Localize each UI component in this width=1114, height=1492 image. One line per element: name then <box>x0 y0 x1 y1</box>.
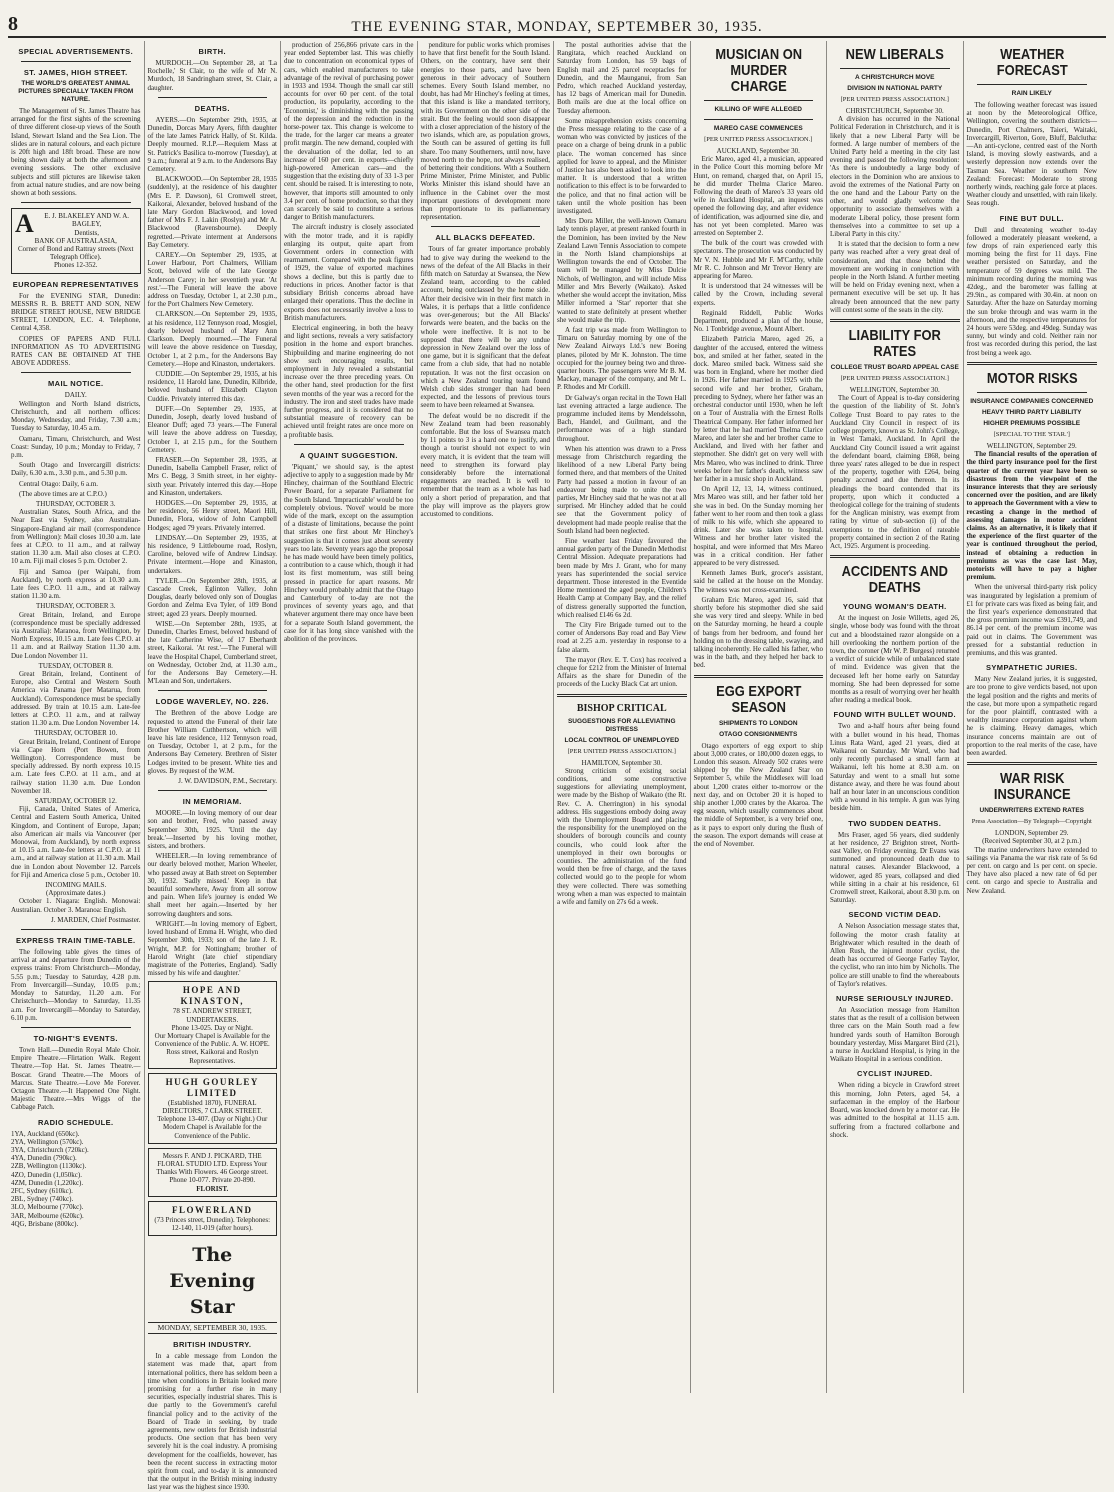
liberals-headline: NEW LIBERALS <box>845 46 944 63</box>
radio-heading: RADIO SCHEDULE. <box>37 1117 114 1127</box>
radio-item: 4YA, Dunedin (790kc). <box>11 1154 77 1163</box>
special-ads-heading: SPECIAL ADVERTISEMENTS. <box>18 47 134 56</box>
radio-item: 4ZO, Dunedin (1,050kc). <box>11 1170 82 1179</box>
radio-item: 2BL, Sydney (740kc). <box>11 1195 74 1204</box>
masthead <box>8 6 1106 38</box>
theatre-title: THE WORLD'S GREATEST ANIMAL PICTURES SPECIALLY TAKEN FROM NATURE. <box>18 80 134 103</box>
radio-item: 3LO, Melbourne (770kc). <box>11 1203 84 1212</box>
death-notice: FRASER.—On September 28, 1935, at Dunedin, Isabella Campbell Fraser, relict of Mrs C. Begg, 3 Smith street, in her eighty-sixth year. Privately interred this day.—Hope and Kinaston, undertakers. <box>147 455 277 497</box>
radio-item: 2YA, Wellington (570kc). <box>11 1137 84 1146</box>
radio-item: 3AR, Melbourne (620kc). <box>11 1211 84 1220</box>
death-notice: CUDDIE.—On September 29, 1935, at his residence, 11 Harold lane, Dunedin, Kilbride, beloved husband of Elizabeth Clayton Cuddie. Privately interred this day. <box>147 369 277 403</box>
death-notice: CLARKSON.—On September 29, 1935, at his residence, 112 Tennyson road, Mosgiel, dearly beloved husband of Mary Ann Clarkson. Deeply mourned.—The Funeral will leave the above residence on Tuesday, October 1, at 2 p.m., for the Andersons Bay Cemetery.—Hope and Kinaston, undertakers. <box>147 310 277 368</box>
column-1: SPECIAL ADVERTISEMENTS. ST. JAMES, HIGH STREET. THE WORLD'S GREATEST ANIMAL PICTURES SPECIALLY TAKEN FROM NATURE. The Management of St. James Theatre has arranged for the first sights of the screening of three different close-up views of the South Island, Stewart Island and the Sea Lion. The slides are in natural colours, and each picture is 20ft high and 18ft broad. These are now being shown daily at both the afternoon and evening sessions. The other exclusive subjects and still pictures are likewise taken from actual nature studies, and are now being shown at both sessions. A E. J. BLAKELEY AND W. A. BAGLEY, Dentists, BANK OF AUSTRALASIA, Corner of Bond and Rattray streets (Next Telegraph Office). Phones 12-352. EUROPEAN REPRESENTATIVES For the EVENING STAR, Dunedin: MESSRS R. B. BRETT AND SON, NEW BRIDGE STREET HOUSE, NEW BRIDGE STREET, LONDON, E.C. 4. Telephone, Central 4,358. COPIES OF PAPERS AND FULL INFORMATION AS TO ADVERTISING RATES CAN BE OBTAINED AT THE ABOVE ADDRESS. MAIL NOTICE. DAILY. Wellington and North Island districts, Christchurch, and all northern offices: Monday, Wednesday, and Friday, 7.30 a.m.; Tuesday to Saturday, 10.45 a.m. Oamaru, Timaru, Christchurch, and West Coast: Sunday, 10 p.m.; Monday to Friday, 7 p.m. South Otago and Invercargill districts: Daily, 6.30 a.m., 3.30 p.m., and 5.30 p.m. Central Otago: Daily, 6 a.m. (The above times are at C.P.O.) THURSDAY, OCTOBER 3. Australian States, South Africa, and the Near East via Sydney, also Australian-Singapore-England air mail (correspondence from Wellington): Mail closes 10.30 a.m. late fees at C.P.O. to 11 a.m., and at railway station 11.30 a.m. Mail also closes at C.P.O. 10 a.m. Fiji mail closes 5 p.m. October 2. Fiji and Samoa (per Waipahi, from Auckland), by north express at 10.30 a.m. Late fees C.P.O. 11 a.m., and at railway station 11.30 a.m. THURSDAY, OCTOBER 3. Great Britain, Ireland, and Europe (correspondence must be specially addressed via Australia): Maranoa, from Wellington, by North Express, 10.15 a.m. Late fees C.P.O. at 11 a.m. and at Railway Station 11.30 a.m. Due London November 11. TUESDAY, OCTOBER 8. Great Britain, Ireland, Continent of Europe, also Central and Western South America via Panama (per Matarua, from Auckland). Correspondence must be specially addressed. By train at 10.15 a.m. Late-fee letters at C.P.O. 11 a.m., and at railway station 11.30 a.m. Due London November 14. THURSDAY, OCTOBER 10. Great Britain, Ireland, Continent of Europe via Cape Horn (Port Bowen, from Wellington). Correspondence must be specially addressed. By north express 10.15 a.m. Late fees C.P.O. at 11 a.m., and at railway station 11.30 a.m. Due London November 18. SATURDAY, OCTOBER 12. Fiji, Canada, United States of America, Central and Eastern South America, United Kingdom, and Continent of Europe, Japan; also American air mails via Vancouver (per Monowai, from Auckland), by north express at 10.15 a.m. Late-fee letters at C.P.O. at 11 a.m., and at railway station at 11.30 a.m. Mail due in London about November 12. Parcels for Fiji and America close 5 p.m., October 10. INCOMING MAILS. (Approximate dates.) October 1. Niagara: English. Monowai: Australian. October 3. Maranoa: English. J. MARDEN, Chief Postmaster. EXPRESS TRAIN TIME-TABLE. The following table gives the times of arrival at and departure from Dunedin of the express trains: From Christchurch—Monday, 5.55 p.m.; Tuesday to Saturday, 4.28 p.m. From Invercargill—Sunday, 10.05 p.m.; Monday to Saturday, 11.20 a.m. For Christchurch—Monday to Saturday, 11.35 a.m. For Invercargill—Monday to Saturday, 6.10 p.m. TO-NIGHT'S EVENTS. Town Hall.—Dunedin Royal Male Choir. Empire Theatre.—Flirtation Walk. Regent Theatre.—Top Hat. St. James Theatre.—Boscar. Grand Theatre.—The Moors of Marcus. State Theatre.—Love Me Forever. Octagon Theatre.—It Happened One Night. Majestic Theatre.—Mrs Wiggs of the Cabbage Patch. RADIO SCHEDULE. 1YA, Auckland (650kc). 2YA, Wellington (570kc). 3YA, Christchurch (720kc). 4YA, Dunedin (790kc). 2ZB, Wellington (1130kc). 4ZO, Dunedin (1,050kc). 4ZM, Dunedin (1,220kc). 2FC, Sydney (610kc). 2BL, Sydney (740kc). 3LO, Melbourne (770kc). 3AR, Melbourne (620kc). 4QG, Brisbane (800kc). <box>8 41 145 1393</box>
death-notice: LINDSAY.—On September 29, 1935, at his residence, 9 Littlebourne road, Roslyn, Caroline, beloved wife of Andrew Lindsay. Private interment.—Hope and Kinaston, undertakers. <box>147 533 277 575</box>
mail-thu3b-heading: THURSDAY, OCTOBER 3. <box>35 602 116 611</box>
florist-ad: Messrs F. AND J. PICKARD, THE FLORAL STUDIO LTD. Express Your Thanks With Flowers. 46 George street. Phone 10-077. Private 20-890. FLORIST. <box>148 1148 278 1197</box>
radio-item: 3YA, Christchurch (720kc). <box>11 1145 89 1154</box>
dentist-ad: A E. J. BLAKELEY AND W. A. BAGLEY, Dentists, BANK OF AUSTRALASIA, Corner of Bond and Rattray streets (Next Telegraph Office). Phones 12-352. <box>11 208 141 273</box>
column-8: WEATHER FORECAST RAIN LIKELY The following weather forecast was issued at noon by the Meteorological Office, Wellington, covering the southern districts—Dunedin, Port Chalmers, Taieri, Waitaki, Invercargill, Riverton, Gore, Bluff, Balclutha:—An anti-cyclone, centred east of the North Island, is moving slowly eastwards, and a westerly depression now extends over the Tasman Sea. Weather in southern New Zealand: Forecast: Moderate to strong northerly winds, reaching gale force at places. Weather cloudy and unsettled, with rain likely. Seas rough. FINE BUT DULL. Dull and threatening weather to-day followed a moderately pleasant weekend, a few drops of rain experienced early this morning being the first for 11 days. Fine weather persisted on Saturday, and the temperature of 59 degrees was mild. The minimum recording during the morning was 42deg., and the barometer was falling at 29.9in., as compared with 30.4in. at noon on Saturday. After the haze on Saturday morning the sun broke through and was warm in the afternoon, and the respective temperatures for 24 hours were 53deg. and 49deg. Sunday was sunny, but windy and cold. Neither rain nor frost was recorded during this period, the last frost being a week ago. MOTOR RISKS INSURANCE COMPANIES CONCERNED HEAVY THIRD PARTY LIABILITY HIGHER PREMIUMS POSSIBLE [SPECIAL TO THE 'STAR.'] WELLINGTON, September 29. The financial results of the operation of the third party insurance pool for the first quarter of the current year have been so disastrous from the viewpoint of the insurance interests that they are seriously concerned over the position, and are likely to approach the Government with a view to recasting a change in the method of assessing damages in motor accident claims. As an alternative, it is likely that if the experience of the first quarter of the year is continued throughout the period, instead of obtaining a reduction in premiums as was the case last May, motorists will have to pay a higher premium. When the universal third-party risk policy was inaugurated by legislation a premium of £1 for private cars was fixed as being fair, and the first year's experience demonstrated that the gross premium income was £391,749, and 86.14 per cent. of the premium income was paid out in claims. The Government was pressed for a substantial reduction in premiums, and this was granted. SYMPATHETIC JURIES. Many New Zealand juries, it is suggested, are too prone to give verdicts based, not upon the legal position and the rights and merits of the case, but more upon a sympathetic regard for the poor plaintiff, contrasted with a wealthy insurance corporation against whom he is claiming. Heavy damages, which insurance concerns maintain are out of proportion to the real merits of the case, have been awarded. WAR RISK INSURANCE UNDERWRITERS EXTEND RATES Press Association—By Telegraph—Copyright LONDON, September 29. (Received September 30, at 2 p.m.) The marine underwriters have extended to sailings via Panama the war risk rate of 5s 6d per cent. on cargo and 1s per cent. on specie. They have also placed a new rate of 6d per cent. on cargo and specie to Australia and New Zealand. <box>966 46 1097 895</box>
gourley-ad: HUGH GOURLEY LIMITED (Established 1870), FUNERAL DIRECTORS, 7 CLARK STREET. Telephone 13-407. (Day or Night.) Our Modern Chapel is Available for the Convenience of the Public. <box>148 1073 278 1144</box>
motor-headline: MOTOR RISKS <box>986 369 1078 387</box>
undertaker-ad: HOPE AND KINASTON, 78 ST. ANDREW STREET, UNDERTAKERS. Phone 13-025. Day or Night. Our Mortuary Chapel is Available for the Convenience of the Public. A. W. HOPE. Ross street, Kaikorai and Roslyn Representatives. <box>148 981 278 1068</box>
tonight-heading: TO-NIGHT'S EVENTS. <box>33 1033 118 1043</box>
suggestion-heading: A QUAINT SUGGESTION. <box>299 450 398 460</box>
editorial-body: In a cable message from London the statement was made that, apart from international politics, there has seldom been a time when conditions in Britain looked more promising for a further rise in many securities, especially industrial shares. This is due partly to the Government's careful financial policy and to the activity of the Board of Trade in seeking, by trade agreements, new outlets for British industrial products. One section that has been very severely hit is the coal industry. A promising development for the coalfields, however, has been the recent success in extracting motor spirit from coal, and to-day it is announced that the output in the British mining industry last year was the highest since 1930. <box>147 1352 277 1492</box>
mail-sat12-heading: SATURDAY, OCTOBER 12. <box>34 797 117 806</box>
page-number: 8 <box>8 13 18 35</box>
mail-heading: MAIL NOTICE. <box>48 379 104 389</box>
death-notice: CAREY.—On September 29, 1935, at Lower Harbour, Port Chalmers, William Scott, beloved wife of the late George Anderson Carey; in her seventieth year. 'At rest.'—The Funeral will leave the above address on Tuesday, October 1, at 2.30 p.m., for the Port Chalmers New Cemetery. <box>147 251 277 309</box>
column-4: penditure for public works which promises to have that first benefit for the South Island. Others, on the contrary, have sent their energies to those parts, and have been generous in their advocacy of Southern schemes. Every South Island member, no doubt, has had Mr Hinchey's feeling at times, that this island is like a mandated territory, with its Government on the other side of the strait. But the feeling would soon disappear with a closer appreciation of the history of the two islands, which are, as population grows, the South can be assured of getting its full share. Too many Southerners, until now, have moved north to the hope, not always realised, of bettering their conditions. With a Southern Prime Minister, Prime Minister, and Public Works Minister this island should have an influence in the Cabinet over the most important questions of development more than proportionate to its parliamentary representation. ALL BLACKS DEFEATED. Tours of far greater importance probably had to give way during the weekend to the news of the defeat of the All Blacks in their fifth match on Saturday at Swansea, the New Zealand team, according to the cabled account, being outclassed by the home side. After their decisive win in their first match in Wales, it is perhaps that a little confidence was over-generous; but the All Blacks' forwards were beaten, and the backs on the whole were ineffective. It is not to be supposed that there will be any undue depression in New Zealand over the loss of one game, but it is significant that the defeat came from a club side, that had no notable reputation. It was not the first occasion on which a New Zealand touring team found Welsh club sides stronger than had been expected, and the lessons of previous tours seem to have been relearned at Swansea. The defeat would be no discredit if the New Zealand team had been reasonably comfortable. But the loss of Swansea match by 11 points to 3 is a hard one to justify, and though a tourist should not expect to win every match, it is evident that the team will need to strengthen its forward play considerably before the international engagements are reached. It is well to remember that the team as a whole has had only a short period of preparation, and that the play will improve as the players grow accustomed to conditions. <box>418 41 555 1393</box>
radio-item: 1YA, Auckland (650kc). <box>11 1129 80 1138</box>
death-notice: BLACKWOOD.—On September 28, 1935 (suddenly), at the residence of his daughter (Mrs E. P. Dawson), 61 Cromwell street, Kaikorai, Alexander, beloved husband of the late Mary Gordon Blackwood, and loved father of Mrs F. J. Lakin (Roslyn) and Mr A. Blackwood (Ravensbourne). Deeply regretted.—Private interment at Andersons Bay Cemetery. <box>147 175 277 249</box>
radio-item: 4ZM, Dunedin (1,220kc). <box>11 1178 84 1187</box>
death-notice: TYLER.—On September 28th, 1935, at Cascade Creek, Eglinton Valley, John Douglas, dearly beloved only son of Douglas Gordon and Zelma Eva Tyler, of 109 Bond street; aged 23 years. Deeply mourned. <box>147 576 277 618</box>
death-notice: AYERS.—On September 29th, 1935, at Dunedin, Dorcas Mary Ayers, fifth daughter of the late James Patrick Hally, of St. Kilda. Deeply mourned. R.I.P.—Requiem Mass at St. Patrick's Basilica to-morrow (Tuesday), at 9 a.m.; funeral at 9 a.m. to the Andersons Bay Cemetery. <box>147 115 277 174</box>
euro-body: For the EVENING STAR, Dunedin: MESSRS R. B. BRETT AND SON, NEW BRIDGE STREET HOUSE, NEW BRIDGE STREET, LONDON, E.C. 4. Telephone, Central 4,358. <box>11 291 141 333</box>
flowerland-ad: FLOWERLAND (73 Princes street, Dunedin). Telephones: 12-140, 11-019 (after hours). <box>148 1201 278 1236</box>
liability-headline: LIABILITY FOR RATES <box>848 327 941 361</box>
bishop-heading: BISHOP CRITICAL <box>576 702 667 714</box>
accidents-headline: ACCIDENTS AND DEATHS <box>841 563 948 597</box>
murder-headline: MUSICIAN ON MURDER CHARGE <box>714 46 802 95</box>
mail-thu10-heading: THURSDAY, OCTOBER 10. <box>34 729 118 738</box>
egg-headline: EGG EXPORT SEASON <box>715 682 801 716</box>
incoming-heading: INCOMING MAILS. <box>45 881 107 890</box>
mail-tue8-heading: TUESDAY, OCTOBER 8. <box>38 661 113 670</box>
paper-nameplate: The Evening Star <box>169 1244 256 1319</box>
theatre-body: The Management of St. James Theatre has arranged for the first sights of the screening of three different close-up views of the South Island, Stewart Island and the Sea Lion. The slides are in natural colours, and each picture is 20ft high and 18ft broad. These are now being shown daily at both the afternoon and evening sessions. The other exclusive subjects and still pictures are likewise taken from actual nature studies, and are now being shown at both sessions. <box>11 107 141 198</box>
editorial-heading: BRITISH INDUSTRY. <box>173 1340 252 1350</box>
birth-heading: BIRTH. <box>198 47 226 56</box>
death-notice: HODGES.—On September 29, 1935, at her residence, 56 Henry street, Maori Hill, Dunedin, Flora, widow of John Campbell Hodges; aged 79 years. Privately interred. <box>147 498 277 532</box>
radio-item: 2ZB, Wellington (1130kc). <box>11 1162 87 1171</box>
weather-headline: WEATHER FORECAST <box>996 46 1068 79</box>
death-notice: WISE.—On September 28th, 1935, at Dunedin, Charles Ernest, beloved husband of the late Catherine Wise, of 17 Eberhardt street, Kaikorai. 'At rest.'—The Funeral will leave the Hospital Chapel, Cumberland street, on Wednesday, October 2nd, at 11.30 a.m., for the Andersons Bay Cemetery.—H. M'Lean and Son, undertakers. <box>147 619 277 686</box>
column-3: production of 256,866 private cars in the year ended September last. This was chiefly due to concentration on economical types of cars, which enabled manufacturers to take advantage of the revival of purchasing power in 1933 and 1934. Though the small car still accounts for over 60 per cent. of the total production, its popularity, according to the 'Economist,' is diminishing with the passing of the depression and the reduction in the horse-power tax. This change is welcome to the trade, for the larger car means a greater profit margin. The new demand, coupled with the devaluation of the dollar, led to an increase of 160 per cent. in exports—chiefly high-powered American cars—and the suggestion that the existing duty of 33 1-3 per cent. should be raised. It is interesting to note, however, that imports still amounted to only 3.4 per cent. of home production, so that they can scarcely be said to constitute a serious danger to British manufacturers. The aircraft industry is closely associated with the motor trade, and it is rapidly enlarging its output, quite apart from Government orders in connection with rearmament. Compared with the peak figures of 1929, the value of exported machines shows a decline, but this is partly due to reductions in prices. Another factor is that subsidiary British concerns abroad have enlarged their operations. Thus the decline in exports does not necessarily involve a loss to British manufacturers. Electrical engineering, in both the heavy and light sections, reveals a very satisfactory position in the home and export branches. Shipbuilding and marine engineering do not show such encouraging results, but employment in July revealed a substantial increase over the three preceding years. On the other hand, steel production for the first seven months of the year was a record for the industry. The iron and steel trades have made further progress, and it is considered that no substantial measure of recovery can be achieved until freight rates are once more on a profitable basis. A QUAINT SUGGESTION. 'Piquant,' we should say, is the aptest adjective to apply to a suggestion made by Mr Hinchey, chairman of the Southland Electric Power Board, for a separate Parliament for the South Island. 'Impracticable' would be too completely obvious. 'Novel' would be more wide of the mark, except on the assumption of a distaste of limitations, because the point that strikes one first about Mr Hinchey's suggestion is that it comes just about seventy years too late. Seventy years ago the proposal he has made would have been timely politics, a contribution to a cause which, though it had lost its first momentum, was still being pressed in practice for apart reasons. Mr Hinchey would probably admit that the Otago and Canterbury of to-day are not the provinces of seventy years ago, and that whatever argument there may once have been for a separate South Island government, the case for it has long since vanished with the abolition of the provinces. <box>281 41 418 1393</box>
mail-thu3-heading: THURSDAY, OCTOBER 3. <box>35 499 116 508</box>
deaths-heading: DEATHS. <box>194 103 230 113</box>
column-6: MUSICIAN ON MURDER CHARGE KILLING OF WIFE ALLEGED MAREO CASE COMMENCES [PER UNITED PRESS ASSOCIATION.] AUCKLAND, September 30. Eric Mareo, aged 41, a musician, appeared in the Police Court this morning before Mr Hunt, on remand, charged that, on April 15, he did murder Thelma Clarice Mareo. Following the death of Mareo's 33 years old wife in Auckland Hospital, an inquest was opened the following day, and after evidence of identification, was adjourned sine die, and has not yet been completed. Mareo was arrested on September 2. The bulk of the court was crowded with spectators. The prosecution was conducted by Mr V. N. Hubble and Mr F. M'Carthy, while Mr R. C. Johnson and Mr Trevor Henry are appearing for Mareo. It is understood that 24 witnesses will be called by the Crown, including several experts. Reginald Riddell, Public Works Department, produced a plan of the house, No. 1 Tonbridge avenue, Mount Albert. Elizabeth Patricia Mareo, aged 26, a daughter of the accused, entered the witness box, and smiled at her father, seated in the dock. Mareo smiled back. Witness said she was born in England, where her mother died in 1926. Her father married in 1925 with the second wife and her brother, Graham, preceding to Sydney, where her father was an orchestral conductor until 1930, when he left on a Tour of Australia with the Ernest Rolls Theatrical Company. Her father informed her by letter that he had married Thelma Clarice Mareo, and later she and her brother came to Auckland, and lived with her father and stepmother. She didn't get on very well with Mrs Mareo, who was inclined to drink. Three weeks before her father's death, witness saw her father in a music shop in Auckland. On April 12, 13, 14, witness continued, Mrs Mareo was still, and her father told her she was in bed. On the Sunday morning her father went to her room and then took a glass of milk to his wife, which she appeared to drink. Later she was taken to hospital. Witness and her brother later visited the hospital, and were informed that Mrs Mareo was in a critical condition. Her father appeared to be very distressed. Kenneth James Burk, grocer's assistant, said he called at the house on the Monday. The witness was not cross-examined. Graham Eric Mareo, aged 16, said that shortly before his stepmother died she said she was very tired and sleepy. While in bed on the Saturday morning, he heard a couple of bangs from her bedroom, and found her holding on to the dressing table, swaying, and talking incoherently. He called his father, who was in the bath, and they helped her back to bed. EGG EXPORT SEASON SHIPMENTS TO LONDON OTAGO CONSIGNMENTS Otago exporters of egg export to ship about 3,000 crates, or 180,000 dozen eggs, to London this season. Already 502 crates were shipped by the New Zealand Star on September 5, while the Middlesex will load about 1,200 crates either to-morrow or the next day, and on October 20 it is hoped to ship another 1,000 crates by the Akaroa. The egg season, which usually commences about the middle of September, is a very brief one, as it pays to export only during the flush of the season. The export demands will cease at the end of November. <box>691 41 828 1393</box>
euro-copies: COPIES OF PAPERS AND FULL INFORMATION AS TO ADVERTISING RATES CAN BE OBTAINED AT THE ABOVE ADDRESS. <box>11 334 141 368</box>
radio-item: 2FC, Sydney (610kc). <box>11 1186 73 1195</box>
drop-letter-a: A <box>15 209 34 239</box>
columns <box>8 41 1106 1492</box>
lodge-heading: LODGE WAVERLEY, NO. 226. <box>155 697 269 707</box>
radio-item: 4QG, Brisbane (800kc). <box>11 1219 79 1228</box>
column-5: The postal authorities advise that the Rangitata, which reached Auckland on Saturday from London, has 59 bags of English mail and 25 parcel receptacles for Dunedin, and the Maunganui, from San Pedro, which reached Auckland yesterday, has 12 bags of American mail for Dunedin. Both mails are due at the local office on Tuesday afternoon. Some misapprehension exists concerning the Press message relating to the case of a woman who was convicted by justices of the peace on a charge of being drunk in a public place. The woman concerned has since applied for leave to appeal, and the Minister of Justice has also been asked to look into the matter. It is understood that a written notification to this effect is to be forwarded to the police, and that no final action will be taken until the whole position has been investigated. Mrs Dora Miller, the well-known Oamaru lady tennis player, at present ranked fourth in the Dominion, has been invited by the New Zealand Lawn Tennis Association to compete in the North Island championships at Wellington towards the end of October. The team will be managed by Miss Dulcie Nichols, of Wellington, and will include Miss Miller and Mrs Beverly (Waikato). Asked whether she would accept the invitation, Miss Miller informed a 'Star' reporter that she wanted to state definitely at present whether she would make the trip. A fast trip was made from Wellington to Timaru on Saturday morning by one of the New Zealand Airways Ltd.'s new Boeing planes, piloted by Mr K. Johnston. The time occupied for the journey being two and three-quarter hours. The passengers were Mr B. M. Mackay, manager of the company, and Mr L. P. Rhodes and Mr Corkill. Dr Galway's organ recital in the Town Hall last evening attracted a large audience. The programme included items by Mendelssohn, Bach, Handel, and Guilmant, and the performance was of a high standard throughout. When his attention was drawn to a Press message from Christchurch regarding the likelihood of a new Liberal Party being formed there, and that members of the United Party had passed a motion in favour of an endeavour being made to unite the two parties, Mr Hinchey said that he was not at all surprised. Mr Hinchey added that he could see that the Government policy of development had made people realise that the South Island had been neglected. Fine weather last Friday favoured the annual garden party of the Dunedin Methodist Central Mission. Adequate preparations had been made by Mrs J. Grant, who for many years has superintended the social service department. Those interested in the Eventide Home mentioned the aged people, Children's Health Camp at Company Bay, and the relief of distress generally supported the function, which realised £146 6s 2d. The City Fire Brigade turned out to the corner of Andersons Bay road and Bay View road at 2.25 a.m. yesterday in response to a false alarm. The mayor (Rev. E. T. Cox) has received a cheque for £212 from the Minister of Internal Affairs as the share for Dunedin of the proceeds of the Lucky Black Cat art union. BISHOP CRITICAL SUGGESTIONS FOR ALLEVIATING DISTRESS LOCAL CONTROL OF UNEMPLOYED [PER UNITED PRESS ASSOCIATION.] HAMILTON, September 30. Strong criticism of existing social conditions, and some constructive suggestions for alleviating unemployment, were made by the Bishop of Waikato (the Rt. Rev. C. A. Cherrington) in his synodal address. His suggestions embody doing away with the Unemployment Board and placing the responsibility for the unemployed on the shoulders of borough councils and county councils, who could look after the unemployed in their own boroughs or counties. The administration of the fund would then be free of charge, and the taxes collected would go to the people for whom they were collected. There was something wrong when a man was expected to maintain a wife and family on 27s 6d a week. <box>554 41 691 1393</box>
masthead-title: THE EVENING STAR, MONDAY, SEPTEMBER 30, 1935. <box>351 19 763 35</box>
death-notice: DUFF.—On September 29, 1935, at Dunedin, Joseph, dearly loved husband of Eleanor Duff; aged 73 years.—The Funeral will leave the above address on Tuesday, October 1, at 2.15 p.m., for the Southern Cemetery. <box>147 404 277 454</box>
war-risk-headline: WAR RISK INSURANCE <box>993 770 1071 804</box>
editorial-date: MONDAY, SEPTEMBER 30, 1935. <box>148 1322 278 1334</box>
allblacks-heading: ALL BLACKS DEFEATED. <box>435 233 536 243</box>
column-7: NEW LIBERALS A CHRISTCHURCH MOVE DIVISION IN NATIONAL PARTY [PER UNITED PRESS ASSOCIATION.] CHRISTCHURCH, September 30. A division has occurred in the National Political Federation in Christchurch, and it is likely that a new Liberal Party will be formed. A large number of members of the United Party held a meeting in the city last evening and passed the following resolution: 'As there is undoubtedly a large body of electors in the Dominion who are anxious to avoid the extremes of the National Party on the one hand and the Labour Party on the other, and would gladly welcome the opportunity to associate themselves with a moderate Liberal policy, those present form themselves into a committee to set up a Liberal Party in this city.' It is stated that the decision to form a new party was reached after a very great deal of consideration, and that those behind the movement are working in conjunction with people in the North Island. A further meeting will be held on Friday evening next, when a permanent executive will be set up. It has already been announced that the new party will contest some of the seats in the city. LIABILITY FOR RATES COLLEGE TRUST BOARD APPEAL CASE [PER UNITED PRESS ASSOCIATION.] WELLINGTON, September 30. The Court of Appeal is to-day considering the question of the liability of St. John's College Trust Board to pay rates to the Auckland City Council in respect of its college property, known as St. John's College, in West Tamaki, Auckland. In April the Auckland City Council issued a writ against the defendant board, claiming £868, being three years' rates alleged to be due in respect of the property, together with £264, being penalty accrued and due thereon. In its pleadings the board contended that its property, upon which it conducted a theological college for the training of students for the Anglican ministry, was exempt from rating by virtue of sub-section (i) of the exemptions to the definition of rateable property contained in section 2 of the Rating Act, 1925. Argument is proceeding. ACCIDENTS AND DEATHS YOUNG WOMAN'S DEATH. At the inquest on Josie Willetts, aged 26, single, whose body was found with the throat cut and a bloodstained razor alongside on a hill overlooking the northern portion of the town, the coroner (Mr W. P. Burgess) returned a verdict of suicide while of unbalanced state of mind. Evidence was given that the deceased left her home early on Saturday morning. She had been depressed for some months as a result of worrying over her health after reading a medical book. FOUND WITH BULLET WOUND. Two and a-half hours after being found with a bullet wound in his head, Thomas Linus Rata Ward, aged 21 years, died at Waikanui on Saturday. Mr Ward, who had only recently purchased a small farm at Waikanui, left his home at 8.30 a.m. on Saturday and went to a small hut some distance away, and there he was found about half an hour later in an unconscious condition with a wound in his temple. A gun was lying beside him. TWO SUDDEN DEATHS. Mrs Fraser, aged 56 years, died suddenly at her residence, 27 Brighton street, North-east Valley, on Friday evening. Dr Evans was summoned and pronounced death due to natural causes. Alexander Blackwood, a widower, aged 85 years, collapsed and died while sitting in a chair at his residence, 61 Cromwell street, Kaikorai, about 8.30 p.m. on Saturday. SECOND VICTIM DEAD. A Nelson Association message states that, following the motor crash fatality at Brightwater which resulted in the death of Allen Rush, the injured motor cyclist, the death has occurred of George Farley Taylor, the cyclist, who ran into him by Nicholls. The police are still unable to find the whereabouts of Taylor's relatives. NURSE SERIOUSLY INJURED. An Association message from Hamilton states that as the result of a collision between three cars on the Main South road a few hundred yards south of Hamilton Borough boundary yesterday, Miss Margaret Bird (21), a nurse in Auckland Hospital, is lying in the Waikato Hospital in a serious condition. CYCLIST INJURED. When riding a bicycle in Crawford street this morning, John Peters, aged 54, a surfaceman in the employ of the Harbour Board, was knocked down by a motor car. He was admitted to the hospital at 11.15 a.m. suffering from a fractured collarbone and shock. <box>827 41 964 1393</box>
radio-list <box>11 1130 141 1228</box>
column-2: BIRTH. MURDOCH.—On September 28, at 'La Rochelle,' St Clair, to the wife of Mr N. Murdoch, 18 Sandringham street, St. Clair, a daughter. DEATHS. AYERS.—On September 29th, 1935, at Dunedin, Dorcas Mary Ayers, fifth daughter of the late James Patrick Hally, of St. Kilda. Deeply mourned. R.I.P.—Requiem Mass at St. Patrick's Basilica to-morrow (Tuesday), at 9 a.m.; funeral at 9 a.m. to the Andersons Bay Cemetery. BLACKWOOD.—On September 28, 1935 (suddenly), at the residence of his daughter (Mrs E. P. Dawson), 61 Cromwell street, Kaikorai, Alexander, beloved husband of the late Mary Gordon Blackwood, and loved father of Mrs F. J. Lakin (Roslyn) and Mr A. Blackwood (Ravensbourne). Deeply regretted.—Private interment at Andersons Bay Cemetery. CAREY.—On September 29, 1935, at Lower Harbour, Port Chalmers, William Scott, beloved wife of the late George Anderson Carey; in her seventieth year. 'At rest.'—The Funeral will leave the above address on Tuesday, October 1, at 2.30 p.m., for the Port Chalmers New Cemetery. CLARKSON.—On September 29, 1935, at his residence, 112 Tennyson road, Mosgiel, dearly beloved husband of Mary Ann Clarkson. Deeply mourned.—The Funeral will leave the above residence on Tuesday, October 1, at 2 p.m., for the Andersons Bay Cemetery.—Hope and Kinaston, undertakers. CUDDIE.—On September 29, 1935, at his residence, 11 Harold lane, Dunedin, Kilbride, beloved husband of Elizabeth Clayton Cuddie. Privately interred this day. DUFF.—On September 29, 1935, at Dunedin, Joseph, dearly loved husband of Eleanor Duff; aged 73 years.—The Funeral will leave the above address on Tuesday, October 1, at 2.15 p.m., for the Southern Cemetery. FRASER.—On September 28, 1935, at Dunedin, Isabella Campbell Fraser, relict of Mrs C. Begg, 3 Smith street, in her eighty-sixth year. Privately interred this day.—Hope and Kinaston, undertakers. HODGES.—On September 29, 1935, at her residence, 56 Henry street, Maori Hill, Dunedin, Flora, widow of John Campbell Hodges; aged 79 years. Privately interred. LINDSAY.—On September 29, 1935, at his residence, 9 Littlebourne road, Roslyn, Caroline, beloved wife of Andrew Lindsay. Private interment.—Hope and Kinaston, undertakers. TYLER.—On September 28th, 1935, at Cascade Creek, Eglinton Valley, John Douglas, dearly beloved only son of Douglas Gordon and Zelma Eva Tyler, of 109 Bond street; aged 23 years. Deeply mourned. WISE.—On September 28th, 1935, at Dunedin, Charles Ernest, beloved husband of the late Catherine Wise, of 17 Eberhardt street, Kaikorai. 'At rest.'—The Funeral will leave the Hospital Chapel, Cumberland street, on Wednesday, October 2nd, at 11.30 a.m., for the Andersons Bay Cemetery.—H. M'Lean and Son, undertakers. LODGE WAVERLEY, NO. 226. The Brethren of the above Lodge are requested to attend the Funeral of their late Brother William Cuthbertson, which will leave his late residence, 112 Tennyson road, on Tuesday, October 1, at 2 p.m., for the Andersons Bay Cemetery. Brethren of Sister Lodges invited to be present. White ties and gloves. By request of the W.M. J. W. DAVIDSON, P.M., Secretary. IN MEMORIAM. MOORE.—In loving memory of our dear son and brother, Fred, who passed away September 30th, 1925. 'Until the day break.'—Inserted by his loving mother, sisters, and brothers. WHEELER.—In loving remembrance of our dearly beloved mother, Marion Wheeler, who passed away at Bath street on September 30, 1932. 'Sadly missed.' Keep in that beautiful somewhere, Away from all sorrow and pain. When life's journey is ended We shall meet her again.—Inserted by her sorrowing daughters and sons. WRIGHT.—In loving memory of Egbert, loved husband of Emma H. Wright, who died September 30th, 1933; son of the late J. R. Wright, M.P. for Nottingham; brother of Harold Wright (late chief stipendiary magistrate of the Potteries, England). 'Sadly missed by his wife and daughter.' HOPE AND KINASTON, 78 ST. ANDREW STREET, UNDERTAKERS. Phone 13-025. Day or Night. Our Mortuary Chapel is Available for the Convenience of the Public. A. W. HOPE. Ross street, Kaikorai and Roslyn Representatives. HUGH GOURLEY LIMITED (Established 1870), FUNERAL DIRECTORS, 7 CLARK STREET. Telephone 13-407. (Day or Night.) Our Modern Chapel is Available for the Convenience of the Public. Messrs F. AND J. PICKARD, THE FLORAL STUDIO LTD. Express Your Thanks With Flowers. 46 George street. Phone 10-077. Private 20-890. FLORIST. FLOWERLAND (73 Princes street, Dunedin). Telephones: 12-140, 11-019 (after hours). The Evening Star MONDAY, SEPTEMBER 30, 1935. BRITISH INDUSTRY. In a cable message from London the statement was made that, apart from international politics, there has seldom been a time when conditions in Britain looked more promising for a further rise in many securities, especially industrial shares. This is due partly to the Government's careful financial policy and to the activity of the Board of Trade in seeking, by trade agreements, new outlets for British industrial products. One section that has been very severely hit is the coal industry. A promising development for the coalfields, however, has been the recent success in extracting motor spirit from coal, and to-day it is announced that the output in the British mining industry last year was the highest since 1930. <box>145 41 282 1393</box>
memoriam-heading: IN MEMORIAM. <box>182 797 242 807</box>
express-heading: EXPRESS TRAIN TIME-TABLE. <box>16 936 136 946</box>
theatre-heading: ST. JAMES, HIGH STREET. <box>23 68 128 77</box>
euro-heading: EUROPEAN REPRESENTATIVES <box>12 279 139 289</box>
